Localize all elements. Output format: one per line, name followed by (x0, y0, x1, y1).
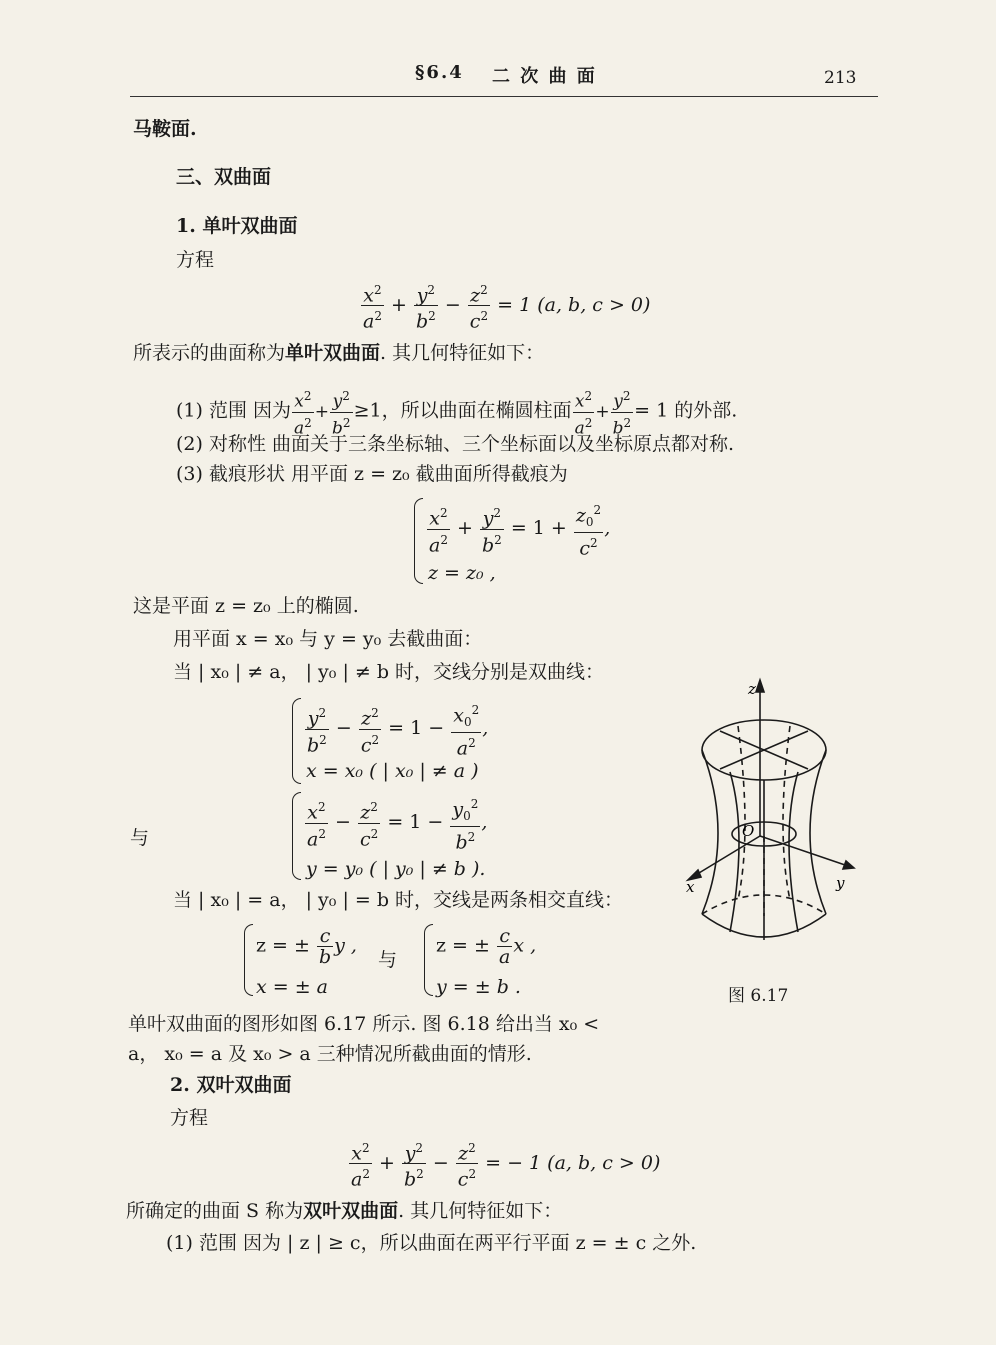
brace (424, 924, 433, 996)
subsection-heading: 1. 单叶双曲面 (176, 215, 298, 237)
left-profile (702, 750, 718, 914)
brace (292, 792, 301, 880)
paragraph: 方程 (170, 1107, 209, 1129)
paragraph: 当 | x₀ | = a， | y₀ | = b 时，交线是两条相交直线： (173, 889, 624, 911)
section-heading: 三、双曲面 (176, 166, 272, 188)
paragraph: 所表示的曲面称为单叶双曲面. 其几何特征如下： (133, 342, 545, 364)
equation-rhs: = − 1 (a, b, c > 0) (485, 1151, 661, 1174)
term-one-sheet: 单叶双曲面 (285, 342, 381, 364)
paragraph: a， x₀ = a 及 x₀ > a 三种情况所截曲面的情形. (128, 1043, 532, 1065)
system-ellipse-line1: $\frac{x^2}{a^2}$ + $\frac{y^2}{b^2}$ = 1 + $\frac{z_0^2}{c^2}$ , (426, 500, 610, 558)
paragraph: 单叶双曲面的图形如图 6.17 所示. 图 6.18 给出当 x₀ < (128, 1013, 600, 1035)
subsection-heading: 2. 双叶双曲面 (170, 1074, 292, 1096)
paragraph: 这是平面 z = z₀ 上的椭圆. (133, 595, 359, 617)
system-hyperbola-x-line2: x = x₀ ( | x₀ | ≠ a ) (306, 760, 479, 782)
header-rule (130, 96, 878, 97)
item-trace: (3) 截痕形状 用平面 z = z₀ 截曲面所得截痕为 (176, 463, 568, 485)
equation-one-sheet: $\frac{x^2}{a^2}$ + $\frac{y^2}{b^2}$ − $\frac{z^2}{c^2}$ = 1 (a, b, c > 0) (360, 280, 650, 332)
item-symmetry: (2) 对称性 曲面关于三条坐标轴、三个坐标面以及坐标原点都对称. (176, 433, 735, 455)
y-axis-label: y (836, 874, 845, 892)
paragraph: 当 | x₀ | ≠ a， | y₀ | ≠ b 时，交线分别是双曲线： (173, 661, 605, 683)
right-profile (810, 750, 826, 914)
figure-caption: 图 6.17 (728, 986, 789, 1006)
system-hyperbola-y-line2: y = y₀ ( | y₀ | ≠ b ). (306, 858, 486, 880)
paragraph: 马鞍面. (133, 118, 197, 140)
z-axis-arrow (756, 680, 764, 692)
page-number: 213 (824, 68, 857, 88)
paragraph: 用平面 x = x₀ 与 y = y₀ 去截曲面： (173, 628, 483, 650)
y-axis (760, 836, 848, 866)
system-hyperbola-y-line1: $\frac{x^2}{a^2}$ − $\frac{z^2}{c^2}$ = 1 − $\frac{y_0^2}{b^2}$ , (304, 794, 487, 852)
origin-label: O (742, 822, 755, 840)
equation-two-sheet: $\frac{x^2}{a^2}$ + $\frac{y^2}{b^2}$ − $\frac{z^2}{c^2}$ = − 1 (a, b, c > 0) (348, 1138, 660, 1190)
conjunction: 与 (130, 827, 150, 849)
paragraph: 所确定的曲面 S 称为双叶双曲面. 其几何特征如下： (126, 1200, 563, 1222)
system-line-b1: z = ± $\frac{c}{a}$ x , (436, 925, 537, 968)
section-title: 二 次 曲 面 (492, 66, 597, 87)
brace (244, 924, 253, 996)
x-axis-label: x (686, 878, 695, 896)
paragraph: 方程 (176, 249, 215, 271)
item-range-two: (1) 范围 因为 | z | ≥ c，所以曲面在两平行平面 z = ± c 之外. (166, 1232, 697, 1254)
item-range: (1) 范围 因为 $\frac{x^2}{a^2}$ + $\frac{y^2}{b^2}$ ≥1，所以曲面在椭圆柱面 $\frac{x^2}{a^2}$ + $\frac{y^2}{b^2}$ = 1 的外部. (176, 386, 737, 438)
equation-rhs: = 1 (a, b, c > 0) (497, 293, 651, 316)
brace (292, 698, 301, 784)
system-line-a2: x = ± a (256, 976, 329, 998)
system-line-b2: y = ± b . (436, 976, 521, 998)
system-hyperbola-x-line1: $\frac{y^2}{b^2}$ − $\frac{z^2}{c^2}$ = 1 − $\frac{x_0^2}{a^2}$ , (304, 700, 488, 758)
system-line-a1: z = ± $\frac{c}{b}$ y , (256, 925, 357, 968)
brace (414, 498, 423, 584)
x-axis (694, 836, 760, 876)
hyperboloid-figure (672, 676, 862, 956)
conjunction: 与 (378, 949, 398, 971)
z-axis-label: z (748, 680, 756, 698)
term-two-sheet: 双叶双曲面 (303, 1200, 399, 1222)
system-ellipse-line2: z = z₀ , (428, 562, 496, 584)
section-number: §6.4 (415, 62, 464, 83)
